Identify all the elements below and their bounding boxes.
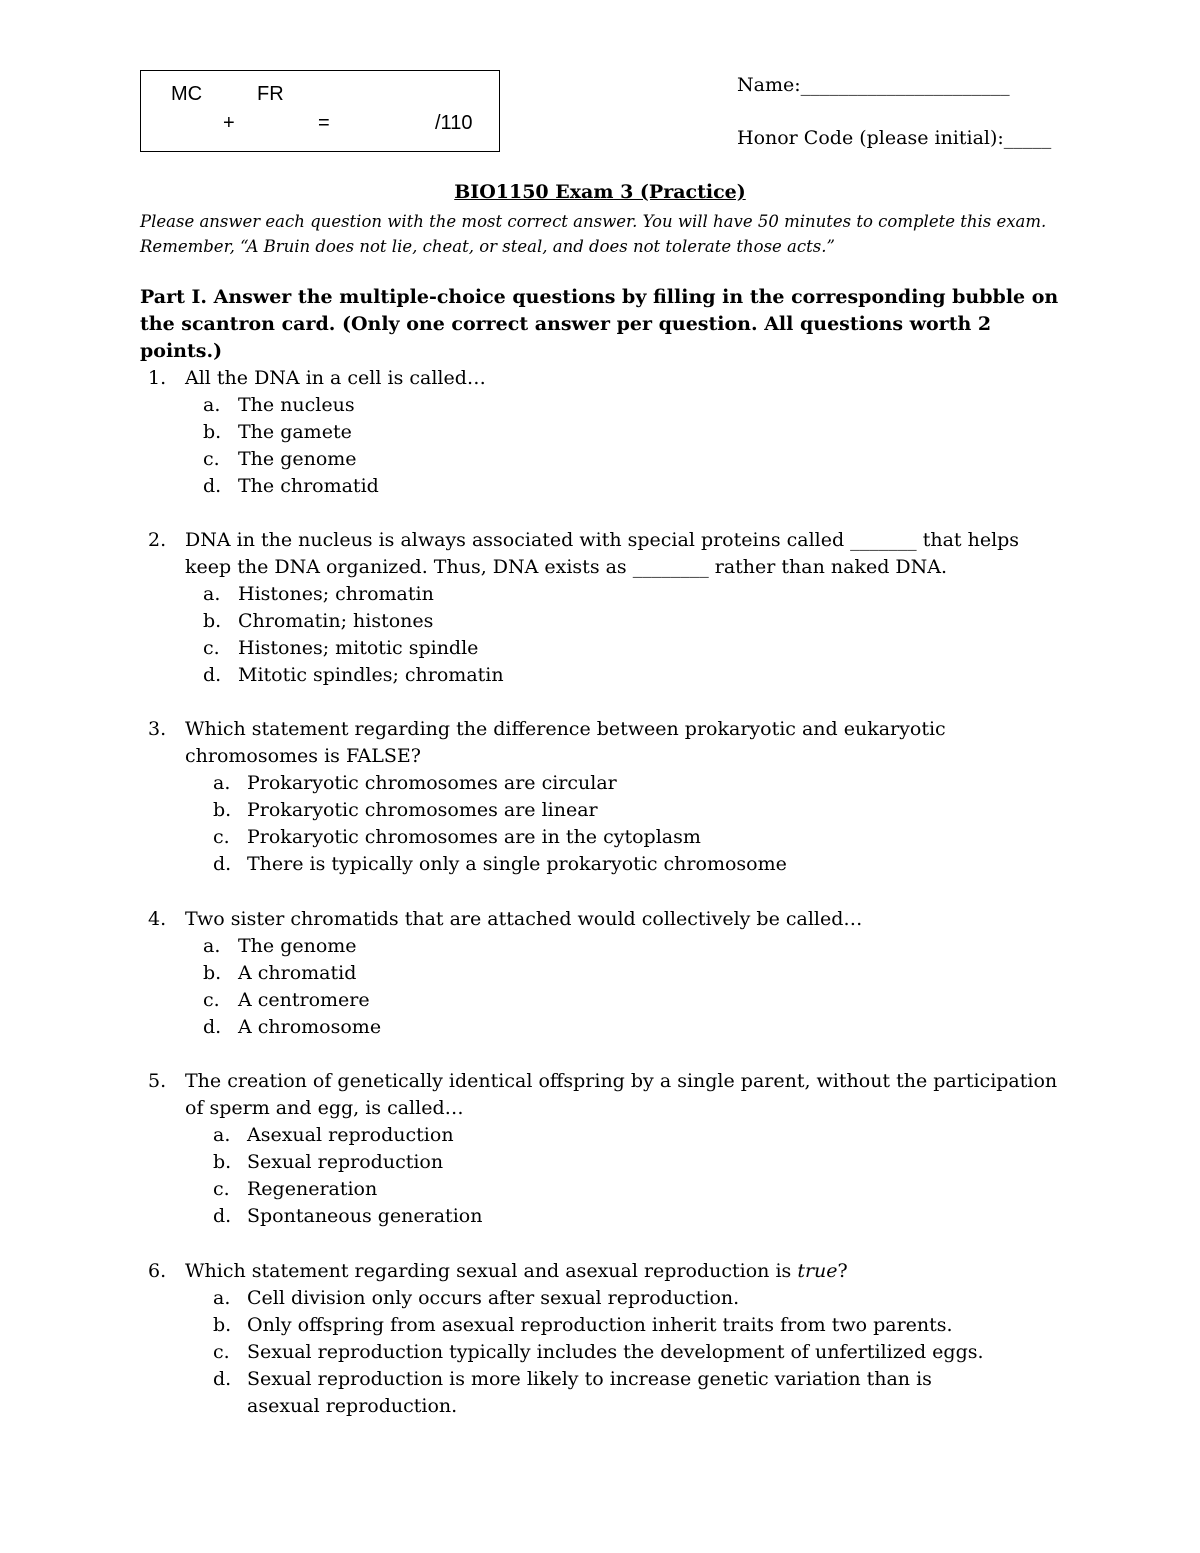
option-text: Sexual reproduction typically includes the development of unfertilized eggs.: [247, 1341, 984, 1363]
answer-option-c[interactable]: [213, 824, 1068, 851]
answer-option-b[interactable]: [203, 960, 1068, 987]
option-letter: b.: [203, 421, 222, 443]
option-text: Prokaryotic chromosomes are circular: [247, 772, 617, 794]
score-plus-sign: +: [223, 112, 235, 134]
option-letter: d.: [213, 1205, 232, 1227]
option-letter: c.: [213, 1341, 230, 1363]
option-text: Sexual reproduction is more likely to increase genetic variation than is asexual reproduction.: [247, 1368, 932, 1417]
option-letter: b.: [203, 962, 222, 984]
answer-options: [148, 392, 1068, 500]
answer-option-c[interactable]: [213, 1339, 1068, 1366]
option-letter: d.: [203, 1016, 222, 1038]
option-letter: d.: [203, 475, 222, 497]
answer-option-d[interactable]: [213, 1366, 967, 1420]
option-letter: b.: [203, 610, 222, 632]
question-text: The creation of genetically identical offspring by a single parent, without the participation of sperm and egg, is called…: [185, 1070, 1058, 1119]
question-text: All the DNA in a cell is called…: [185, 367, 486, 389]
question-number: 5.: [148, 1070, 167, 1092]
answer-options: [148, 770, 1068, 878]
option-text: A centromere: [238, 989, 370, 1011]
score-equals-sign: =: [318, 112, 330, 134]
answer-options: [148, 933, 1068, 1041]
answer-option-a[interactable]: [213, 1285, 1068, 1312]
option-letter: a.: [213, 1287, 231, 1309]
question-6: [148, 1258, 1068, 1420]
answer-option-c[interactable]: [203, 635, 1068, 662]
answer-option-a[interactable]: [203, 581, 1068, 608]
question-number: 6.: [148, 1260, 167, 1282]
question-4: [148, 906, 1068, 1041]
question-number: 1.: [148, 367, 167, 389]
option-letter: c.: [213, 1178, 230, 1200]
answer-option-c[interactable]: [203, 446, 1068, 473]
option-letter: d.: [213, 853, 232, 875]
answer-option-a[interactable]: [213, 1122, 1068, 1149]
option-text: There is typically only a single prokaryotic chromosome: [247, 853, 787, 875]
question-number: 2.: [148, 529, 167, 551]
question-text-end: ?: [837, 1260, 848, 1282]
option-text: Only offspring from asexual reproduction inherit traits from two parents.: [247, 1314, 953, 1336]
answer-options: [148, 581, 1068, 689]
option-letter: c.: [203, 637, 220, 659]
answer-option-d[interactable]: [213, 851, 1068, 878]
option-text: A chromosome: [238, 1016, 382, 1038]
answer-options: [148, 1122, 1068, 1230]
option-letter: c.: [213, 826, 230, 848]
answer-option-d[interactable]: [203, 662, 1068, 689]
question-number: 4.: [148, 908, 167, 930]
option-text: A chromatid: [238, 962, 357, 984]
question-2: [148, 527, 1068, 689]
option-letter: c.: [203, 448, 220, 470]
question-number: 3.: [148, 718, 167, 740]
question-5: [148, 1068, 1068, 1230]
answer-option-b[interactable]: [213, 797, 1068, 824]
question-1: [148, 365, 1068, 500]
part-one-heading: Part I. Answer the multiple-choice questions by filling in the corresponding bubble on the scantron card. (Only one correct answer per question. All questions worth 2 points.): [140, 286, 1059, 362]
option-letter: a.: [213, 1124, 231, 1146]
answer-option-d[interactable]: [203, 1014, 1068, 1041]
question-text: DNA in the nucleus is always associated with special proteins called _______ that helps keep the DNA organized. Thus, DNA exists as ________ rather than naked DNA.: [185, 529, 1020, 578]
answer-option-b[interactable]: [213, 1312, 1068, 1339]
answer-option-c[interactable]: [203, 987, 1068, 1014]
option-text: Regeneration: [247, 1178, 378, 1200]
answer-option-d[interactable]: [213, 1203, 1068, 1230]
answer-option-c[interactable]: [213, 1176, 1068, 1203]
option-text: Histones; mitotic spindle: [238, 637, 479, 659]
question-text-emphasis: true: [797, 1260, 838, 1282]
answer-option-a[interactable]: [203, 392, 1068, 419]
exam-title: BIO1150 Exam 3 (Practice): [454, 181, 746, 203]
answer-option-b[interactable]: [203, 419, 1068, 446]
answer-option-b[interactable]: [203, 608, 1068, 635]
option-text: The genome: [238, 448, 357, 470]
option-text: Prokaryotic chromosomes are in the cytoplasm: [247, 826, 701, 848]
option-text: Chromatin; histones: [238, 610, 434, 632]
option-text: Prokaryotic chromosomes are linear: [247, 799, 598, 821]
option-text: Sexual reproduction: [247, 1151, 444, 1173]
question-3: [148, 716, 1068, 878]
option-letter: c.: [203, 989, 220, 1011]
option-letter: b.: [213, 1151, 232, 1173]
answer-option-b[interactable]: [213, 1149, 1068, 1176]
score-mc-label: MC: [171, 83, 203, 105]
option-letter: a.: [203, 394, 221, 416]
honor-code-field[interactable]: Honor Code (please initial):_____: [737, 127, 1052, 149]
option-letter: a.: [203, 583, 221, 605]
option-text: Asexual reproduction: [247, 1124, 454, 1146]
option-letter: b.: [213, 1314, 232, 1336]
option-text: The nucleus: [238, 394, 355, 416]
answer-options: [148, 1285, 1068, 1420]
answer-option-a[interactable]: [203, 933, 1068, 960]
name-field[interactable]: Name:______________________: [737, 74, 1010, 96]
option-text: Histones; chromatin: [238, 583, 434, 605]
question-text-start: Which statement regarding sexual and asexual reproduction is: [185, 1260, 798, 1282]
option-text: The genome: [238, 935, 357, 957]
option-letter: a.: [213, 772, 231, 794]
option-letter: d.: [203, 664, 222, 686]
score-fr-label: FR: [257, 83, 284, 105]
option-letter: a.: [203, 935, 221, 957]
option-letter: d.: [213, 1368, 232, 1390]
option-text: Cell division only occurs after sexual reproduction.: [247, 1287, 740, 1309]
option-text: Spontaneous generation: [247, 1205, 483, 1227]
option-text: The gamete: [238, 421, 352, 443]
exam-instructions: Please answer each question with the most correct answer. You will have 50 minutes to complete this exam. Remember, “A Bruin does not lie, cheat, or steal, and does not tolerate those acts.”: [140, 212, 1047, 256]
score-total: /110: [435, 112, 473, 134]
question-text: [185, 1258, 1068, 1285]
question-text: Two sister chromatids that are attached would collectively be called…: [185, 908, 863, 930]
score-box: [140, 70, 500, 152]
question-text: Which statement regarding the difference between prokaryotic and eukaryotic chromosomes is FALSE?: [185, 718, 946, 767]
answer-option-a[interactable]: [213, 770, 1068, 797]
option-text: The chromatid: [238, 475, 379, 497]
option-text: Mitotic spindles; chromatin: [238, 664, 504, 686]
answer-option-d[interactable]: [203, 473, 1068, 500]
option-letter: b.: [213, 799, 232, 821]
